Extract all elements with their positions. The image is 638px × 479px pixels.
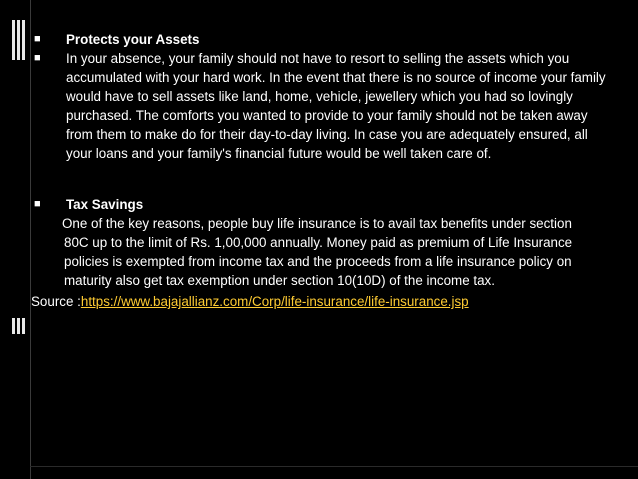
square-bullet-icon: ■: [34, 33, 41, 45]
bullet-item-tax-savings: [31, 195, 606, 214]
bullet-item-absence: [31, 49, 606, 163]
source-label: Source :: [31, 294, 81, 309]
square-bullet-icon: ■: [34, 198, 41, 210]
bullet-item-protects-assets: [31, 30, 606, 49]
paragraph-tax-savings: One of the key reasons, people buy life insurance is to avail tax benefits under section 80C up to the limit of Rs. 1,00,000 annually. Money paid as premium of Life Insurance policies is exempted from income tax and the proceeds from a life insurance policy on maturity also get tax exemption under section 10(10D) of the income tax.: [62, 216, 573, 288]
heading-protects-assets: Protects your Assets: [66, 32, 200, 47]
paragraph-absence: In your absence, your family should not have to resort to selling the assets which you accumulated with your hard work. In the event that there is no source of income your family would have to sell assets like land, home, vehicle, jewellery which you had so lovingly purchased. The comforts you wanted to provide to your family should not be taken away from them to make do for their day-to-day living. In case you are adequately ensured, all your loans and your family's financial future would be well taken care of.: [66, 51, 606, 161]
source-link[interactable]: https://www.bajajallianz.com/Corp/life-insurance/life-insurance.jsp: [80, 294, 469, 309]
source-line: [31, 292, 606, 311]
heading-tax-savings: Tax Savings: [66, 197, 144, 212]
slide-content: [31, 30, 606, 311]
bottom-divider-line: [30, 466, 638, 467]
square-bullet-icon: ■: [34, 52, 41, 64]
